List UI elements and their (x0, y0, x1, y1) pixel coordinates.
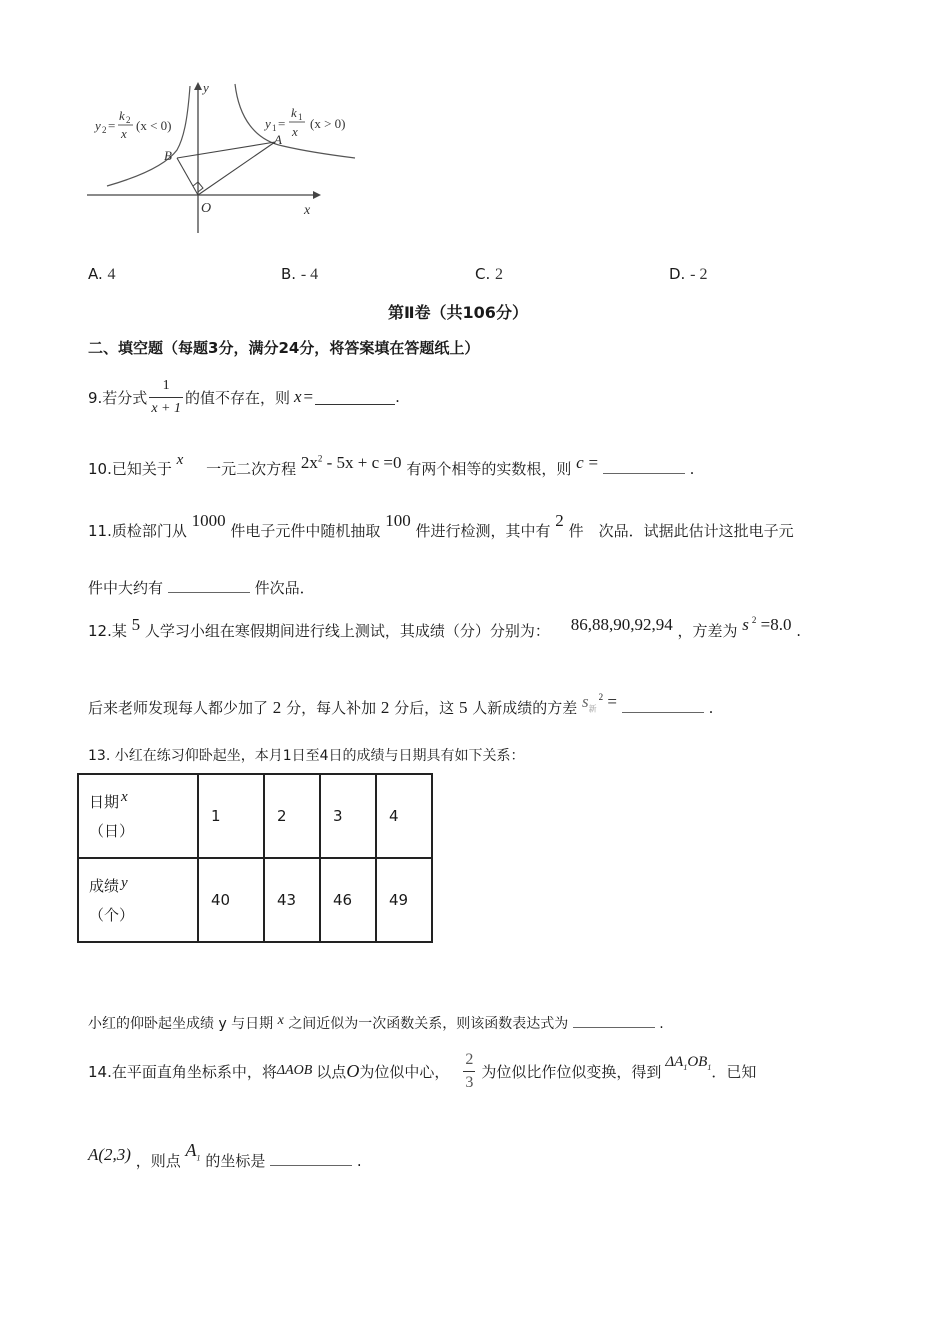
q12-new-variance: $s_新^2$ = (582, 692, 617, 714)
x-axis-label: x (304, 203, 311, 218)
q14-triangle: ΔAOB (276, 1063, 313, 1078)
question-10 (88, 452, 695, 479)
q13-row2-header: 成绩 y （个） (78, 858, 198, 942)
q11-n2: 100 (385, 511, 411, 530)
q12-n3: 2 (380, 698, 390, 717)
q11-line2b: 件次品． (254, 579, 315, 597)
svg-text:x: x (121, 126, 127, 141)
q13-after-end: . (659, 1016, 664, 1032)
option-b[interactable] (281, 265, 318, 284)
q10-var: x (176, 452, 184, 468)
question-9 (88, 372, 400, 422)
svg-text:x: x (292, 124, 298, 139)
q9-prefix: 9.若分式 (88, 388, 148, 407)
svg-text:k: k (119, 108, 125, 123)
q9-eq: = (303, 387, 314, 406)
segment-oa (198, 142, 275, 195)
q10-var2: c (576, 453, 584, 472)
question-14 (88, 1046, 756, 1096)
segment-ob (177, 158, 198, 195)
q13-table (77, 773, 433, 943)
q11-mid3: 件 次品．试据此估计这批电子元 (568, 522, 794, 540)
q11-mid1: 件电子元件中随机抽取 (230, 522, 381, 540)
table-row (78, 774, 432, 858)
q13-answer-blank[interactable] (573, 1013, 655, 1028)
question-12-line2 (88, 692, 714, 720)
q14-prefix: 14.在平面直角坐标系中，将 (88, 1062, 277, 1081)
q12-variance: s $^2$ =8.0 (742, 615, 792, 634)
q11-n1: 1000 (191, 511, 226, 530)
q10-eq: = (588, 453, 599, 472)
question-14-line2 (88, 1140, 362, 1173)
question-11-line2 (88, 577, 315, 598)
x-axis-arrow-icon (313, 191, 321, 199)
q11-line2a: 件中大约有 (88, 579, 164, 597)
q12-scores: 86,88,90,92,94 (570, 615, 673, 634)
option-d-value: - 2 (690, 266, 708, 283)
option-a-value: 4 (107, 266, 116, 283)
q12-n1: 5 (131, 615, 141, 634)
q9-end: . (395, 388, 400, 406)
part-title: 二、填空题（每题3分，满分24分，将答案填在答题纸上） (88, 339, 480, 357)
q13-day-1: 1 (198, 774, 264, 858)
q12-line2a: 后来老师发现每人都少加了 (88, 699, 269, 717)
q14-line2-b: ，则点 (135, 1152, 181, 1170)
q14-fraction: $\frac{2}{3}$ (463, 1049, 475, 1094)
q12-line2c: 分后，这 (394, 699, 455, 717)
q14-line2-c: 的坐标是 (205, 1152, 266, 1170)
q12-n4: 5 (458, 698, 468, 717)
q14-point-a: A(2,3) (88, 1145, 131, 1164)
svg-text:y: y (265, 116, 271, 131)
q14-answer-blank[interactable] (270, 1151, 352, 1166)
svg-text:=: = (278, 116, 286, 131)
option-a-label: A. (88, 265, 103, 283)
option-a[interactable] (88, 265, 116, 284)
q12-mid1: 人学习小组在寒假期间进行线上测试，其成绩（分）分别为： (144, 622, 550, 640)
q13-score-4: 49 (376, 858, 432, 942)
svg-text:y: y (95, 118, 101, 133)
q11-n3: 2 (555, 511, 564, 530)
y-axis-label: y (203, 80, 209, 95)
q14-mid1: 以点 (316, 1062, 347, 1081)
q12-mid2: ，方差为 (677, 622, 738, 640)
hyperbola-left-branch (107, 86, 190, 186)
q10-prefix: 10.已知关于 (88, 460, 172, 478)
svg-text:(x < 0): (x < 0) (136, 118, 172, 133)
hyperbola-graph (85, 78, 375, 238)
q9-answer-blank[interactable] (315, 390, 395, 405)
q13-intro: 13. 小红在练习仰卧起坐，本月1日至4日的成绩与日期具有如下关系： (88, 748, 525, 764)
q12-line2b: 分，每人补加 (286, 699, 377, 717)
section-title: 第Ⅱ卷（共106分） (388, 303, 528, 322)
q12-prefix: 12.某 (88, 622, 127, 640)
point-a-label: A (274, 132, 282, 147)
svg-text:(x > 0): (x > 0) (310, 116, 346, 131)
q12-n2: 2 (272, 698, 282, 717)
equation-left (93, 108, 172, 141)
y-axis-arrow-icon (194, 82, 202, 90)
q13-score-3: 46 (320, 858, 376, 942)
q13-after-b: 之间近似为一次函数关系，则该函数表达式为 (288, 1016, 569, 1032)
q13-day-4: 4 (376, 774, 432, 858)
q13-row1-header: 日期 x （日） (78, 774, 198, 858)
table-row (78, 858, 432, 942)
q13-day-3: 3 (320, 774, 376, 858)
q14-end: . (356, 1152, 362, 1170)
q13-day-2: 2 (264, 774, 320, 858)
segment-ab (177, 142, 275, 158)
q14-mid4: ．已知 (711, 1062, 757, 1081)
svg-text:2: 2 (102, 125, 107, 135)
q10-mid2: 有两个相等的实数根，则 (406, 460, 572, 478)
q13-after-var: x (277, 1013, 284, 1028)
q13-score-2: 43 (264, 858, 320, 942)
option-d[interactable] (669, 265, 707, 284)
q14-point-a1: $A_1$ (185, 1140, 201, 1163)
q12-end: . (796, 622, 802, 640)
option-b-label: B. (281, 265, 297, 283)
option-d-label: D. (669, 265, 686, 283)
q13-score-1: 40 (198, 858, 264, 942)
q10-mid: 一元二次方程 (206, 460, 297, 478)
point-b-label: B (164, 148, 172, 163)
q9-var: x (294, 387, 302, 406)
svg-text:k: k (291, 105, 297, 120)
svg-text:1: 1 (272, 123, 277, 133)
q10-end: . (689, 460, 695, 478)
question-12 (88, 615, 802, 641)
svg-text:=: = (108, 118, 116, 133)
q9-fraction: $\frac{1}{x + 1}$ (149, 375, 183, 420)
origin-label: O (201, 201, 212, 216)
question-11 (88, 511, 794, 541)
option-c-label: C. (475, 265, 491, 283)
q14-mid2: 为位似中心， (359, 1062, 450, 1081)
q14-mid3: 为位似比作位似变换，得到 (481, 1062, 662, 1081)
svg-text:2: 2 (126, 115, 131, 125)
q13-question (88, 1013, 664, 1033)
option-b-value: - 4 (300, 266, 319, 283)
option-c-value: 2 (495, 266, 504, 283)
q11-mid2: 件进行检测，其中有 (415, 522, 551, 540)
q12-answer-blank[interactable] (622, 698, 704, 713)
q12-end2: . (708, 699, 714, 717)
q11-answer-blank[interactable] (168, 578, 250, 593)
q14-triangle2: $\Delta A_1OB_1$ (665, 1054, 712, 1072)
q10-answer-blank[interactable] (603, 459, 685, 474)
q11-prefix: 11.质检部门从 (88, 522, 187, 540)
svg-text:1: 1 (298, 112, 303, 122)
q9-mid: 的值不存在，则 (184, 388, 290, 407)
q12-line2d: 人新成绩的方差 (472, 699, 578, 717)
q10-equation: $2x^2 - 5x + c =0$ (300, 453, 402, 472)
q13-after-a: 小红的仰卧起坐成绩 y 与日期 (88, 1016, 274, 1032)
q14-point: O (346, 1060, 360, 1081)
option-c[interactable] (475, 265, 503, 284)
